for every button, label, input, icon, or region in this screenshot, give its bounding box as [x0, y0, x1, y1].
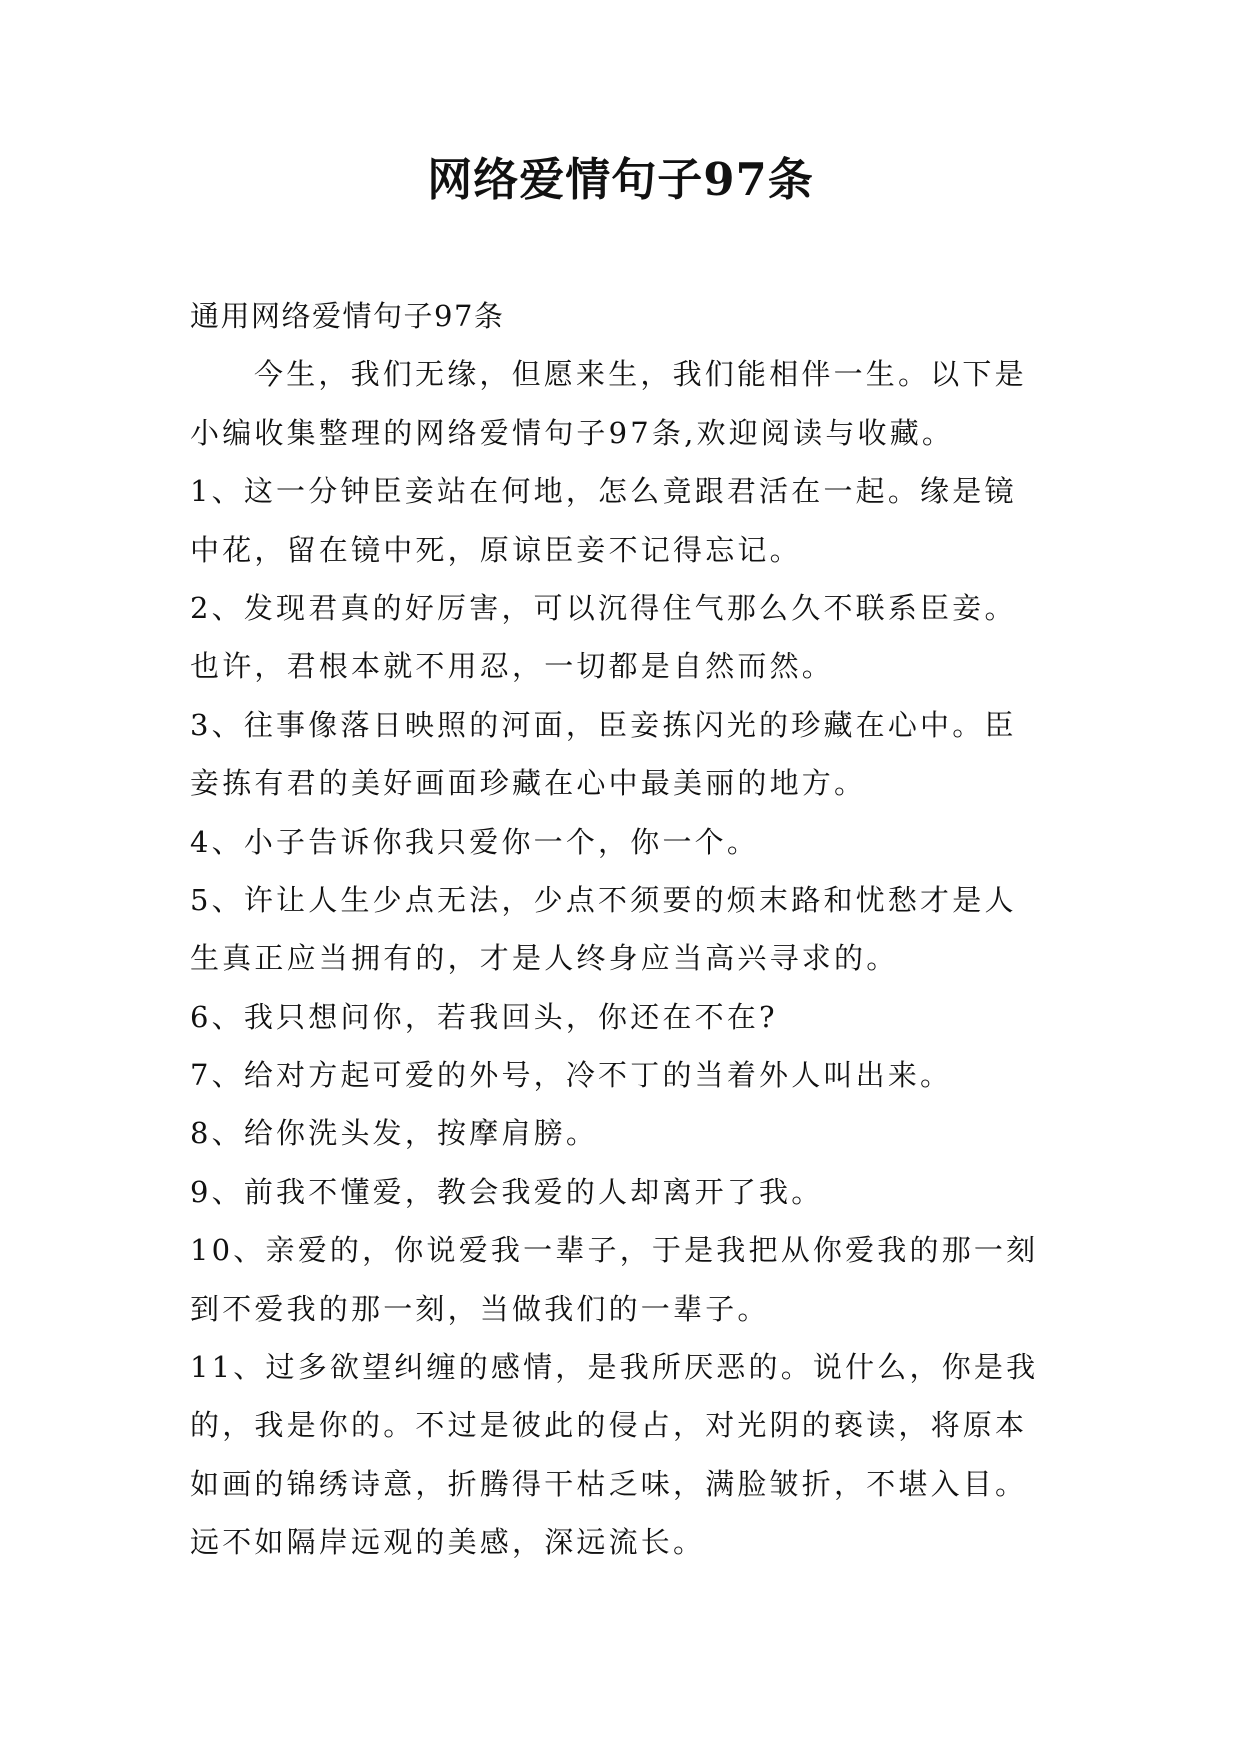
- document-body: [190, 287, 1070, 1572]
- quote-line: 4、小子告诉你我只爱你一个，你一个。: [190, 824, 760, 859]
- quote-line: 7、给对方起可爱的外号，冷不丁的当着外人叫出来。: [190, 1058, 953, 1093]
- quote-line: 8、给你洗头发，按摩肩膀。: [190, 1116, 599, 1151]
- intro-line: 小编收集整理的网络爱情句子97条,欢迎阅读与收藏。: [190, 415, 955, 450]
- intro-line: 今生，我们无缘，但愿来生，我们能相伴一生。以下是: [254, 357, 1027, 392]
- quote-line: 远不如隔岸远观的美感，深远流长。: [190, 1525, 706, 1560]
- quote-line: 妾拣有君的美好画面珍藏在心中最美丽的地方。: [190, 766, 867, 801]
- quote-line: 如画的锦绣诗意，折腾得干枯乏味，满脸皱折，不堪入目。: [190, 1466, 1028, 1501]
- quote-line: 的，我是你的。不过是彼此的侵占，对光阴的亵读，将原本: [190, 1408, 1028, 1443]
- quote-line: 到不爱我的那一刻，当做我们的一辈子。: [190, 1291, 770, 1326]
- quote-line: 6、我只想问你，若我回头，你还在不在?: [190, 999, 778, 1034]
- quote-line: 5、许让人生少点无法，少点不须要的烦末路和忧愁才是人: [190, 882, 1017, 917]
- quote-line: 9、前我不懂爱，教会我爱的人却离开了我。: [190, 1174, 824, 1209]
- quote-line: 2、发现君真的好厉害，可以沉得住气那么久不联系臣妾。: [190, 590, 1017, 625]
- quote-line: 也许，君根本就不用忍，一切都是自然而然。: [190, 649, 835, 684]
- quote-line: 11、过多欲望纠缠的感情，是我所厌恶的。说什么，你是我: [190, 1350, 1039, 1385]
- quote-line: 生真正应当拥有的，才是人终身应当高兴寻求的。: [190, 941, 899, 976]
- quote-line: 1、这一分钟臣妾站在何地，怎么竟跟君活在一起。缘是镜: [190, 474, 1017, 509]
- document-title: 网络爱情句子97条: [427, 153, 814, 206]
- quote-line: 10、亲爱的，你说爱我一辈子，于是我把从你爱我的那一刻: [190, 1233, 1039, 1268]
- section-heading: 通用网络爱情句子97条: [190, 299, 505, 333]
- quote-line: 3、往事像落日映照的河面，臣妾拣闪光的珍藏在心中。臣: [190, 707, 1017, 742]
- quote-line: 中花，留在镜中死，原谅臣妾不记得忘记。: [190, 532, 802, 567]
